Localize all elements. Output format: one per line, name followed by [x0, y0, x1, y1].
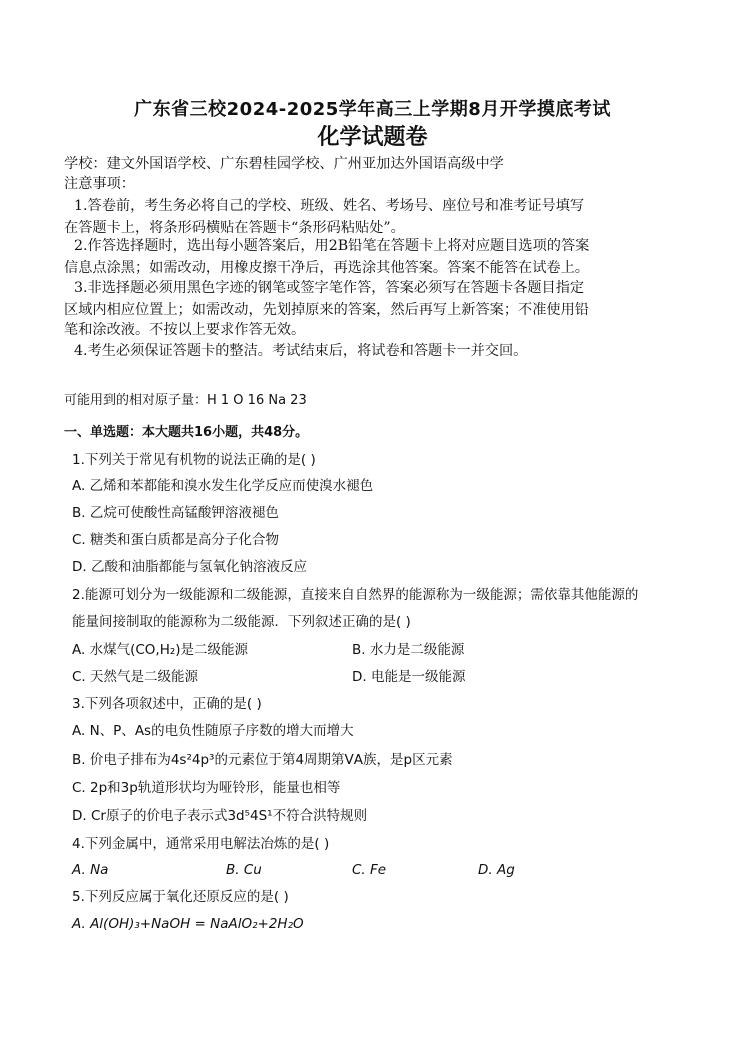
notice-line: 2.作答选择题时，选出每小题答案后，用2B铅笔在答题卡上将对应题目选项的答案: [74, 238, 590, 254]
question-3-option-d: D. Cr原子的价电子表示式3d⁵4S¹不符合洪特规则: [72, 808, 368, 824]
notice-line: 区域内相应位置上；如需改动，先划掉原来的答案，然后再写上新答案；不准使用铅: [64, 302, 589, 318]
question-4-option-a: A. Na: [72, 862, 109, 878]
question-1-option-a: A. 乙烯和苯都能和溴水发生化学反应而使溴水褪色: [72, 478, 374, 494]
question-4-option-b: B. Cu: [226, 862, 262, 878]
notice-line: 3.非选择题必须用黑色字迹的钢笔或签字笔作答，答案必须写在答题卡各题目指定: [74, 280, 585, 296]
section-heading: 一、单选题：本大题共16小题，共48分。: [64, 425, 309, 440]
question-1-option-c: C. 糖类和蛋白质都是高分子化合物: [72, 532, 280, 548]
notice-line: 在答题卡上，将条形码横贴在答题卡“条形码粘贴处”。: [64, 220, 405, 236]
question-4-stem: 4.下列金属中，通常采用电解法冶炼的是( ): [72, 836, 330, 852]
notice-line: 笔和涂改液。不按以上要求作答无效。: [64, 322, 306, 338]
question-4-option-d: D. Ag: [478, 862, 515, 878]
question-5-stem: 5.下列反应属于氧化还原反应的是( ): [72, 889, 289, 905]
notice-line: 4.考生必须保证答题卡的整洁。考试结束后，将试卷和答题卡一并交回。: [74, 343, 528, 359]
question-3-option-a: A. N、P、As的电负性随原子序数的增大而增大: [72, 723, 354, 739]
question-2-option-d: D. 电能是一级能源: [352, 669, 466, 685]
notice-line: 1.答卷前，考生务必将自己的学校、班级、姓名、考场号、座位号和准考证号填写: [74, 198, 585, 214]
question-4-option-c: C. Fe: [352, 862, 387, 878]
school-line: 学校：建文外国语学校、广东碧桂园学校、广州亚加达外国语高级中学: [64, 156, 504, 172]
question-3-option-b: B. 价电子排布为4s²4p³的元素位于第4周期第ⅤA族，是p区元素: [72, 752, 453, 768]
exam-subtitle: 化学试题卷: [317, 125, 428, 150]
question-1-option-b: B. 乙烷可使酸性高锰酸钾溶液褪色: [72, 505, 279, 521]
question-1-option-d: D. 乙酸和油脂都能与氢氧化钠溶液反应: [72, 559, 307, 575]
exam-title: 广东省三校2024-2025学年高三上学期8月开学摸底考试: [134, 99, 611, 120]
question-1-stem: 1.下列关于常见有机物的说法正确的是( ): [72, 452, 316, 468]
question-2-option-a: A. 水煤气(CO,H₂)是二级能源: [72, 642, 249, 658]
atomic-mass-line: 可能用到的相对原子量：H 1 O 16 Na 23: [64, 393, 307, 408]
question-3-stem: 3.下列各项叙述中，正确的是( ): [72, 696, 262, 712]
question-3-option-c: C. 2p和3p轨道形状均为哑铃形，能量也相等: [72, 780, 341, 796]
notice-title: 注意事项：: [64, 176, 135, 192]
question-5-option-a: A. Al(OH)₃+NaOH = NaAlO₂+2H₂O: [72, 916, 304, 932]
question-2-stem-line2: 能量间接制取的能源称为二级能源．下列叙述正确的是( ): [72, 614, 411, 630]
question-2-option-c: C. 天然气是二级能源: [72, 669, 199, 685]
question-2-option-b: B. 水力是二级能源: [352, 642, 465, 658]
notice-line: 信息点涂黑；如需改动，用橡皮擦干净后，再选涂其他答案。答案不能答在试卷上。: [64, 260, 589, 276]
question-2-stem-line1: 2.能源可划分为一级能源和二级能源，直接来自自然界的能源称为一级能源；需依靠其他能源的: [72, 587, 639, 603]
